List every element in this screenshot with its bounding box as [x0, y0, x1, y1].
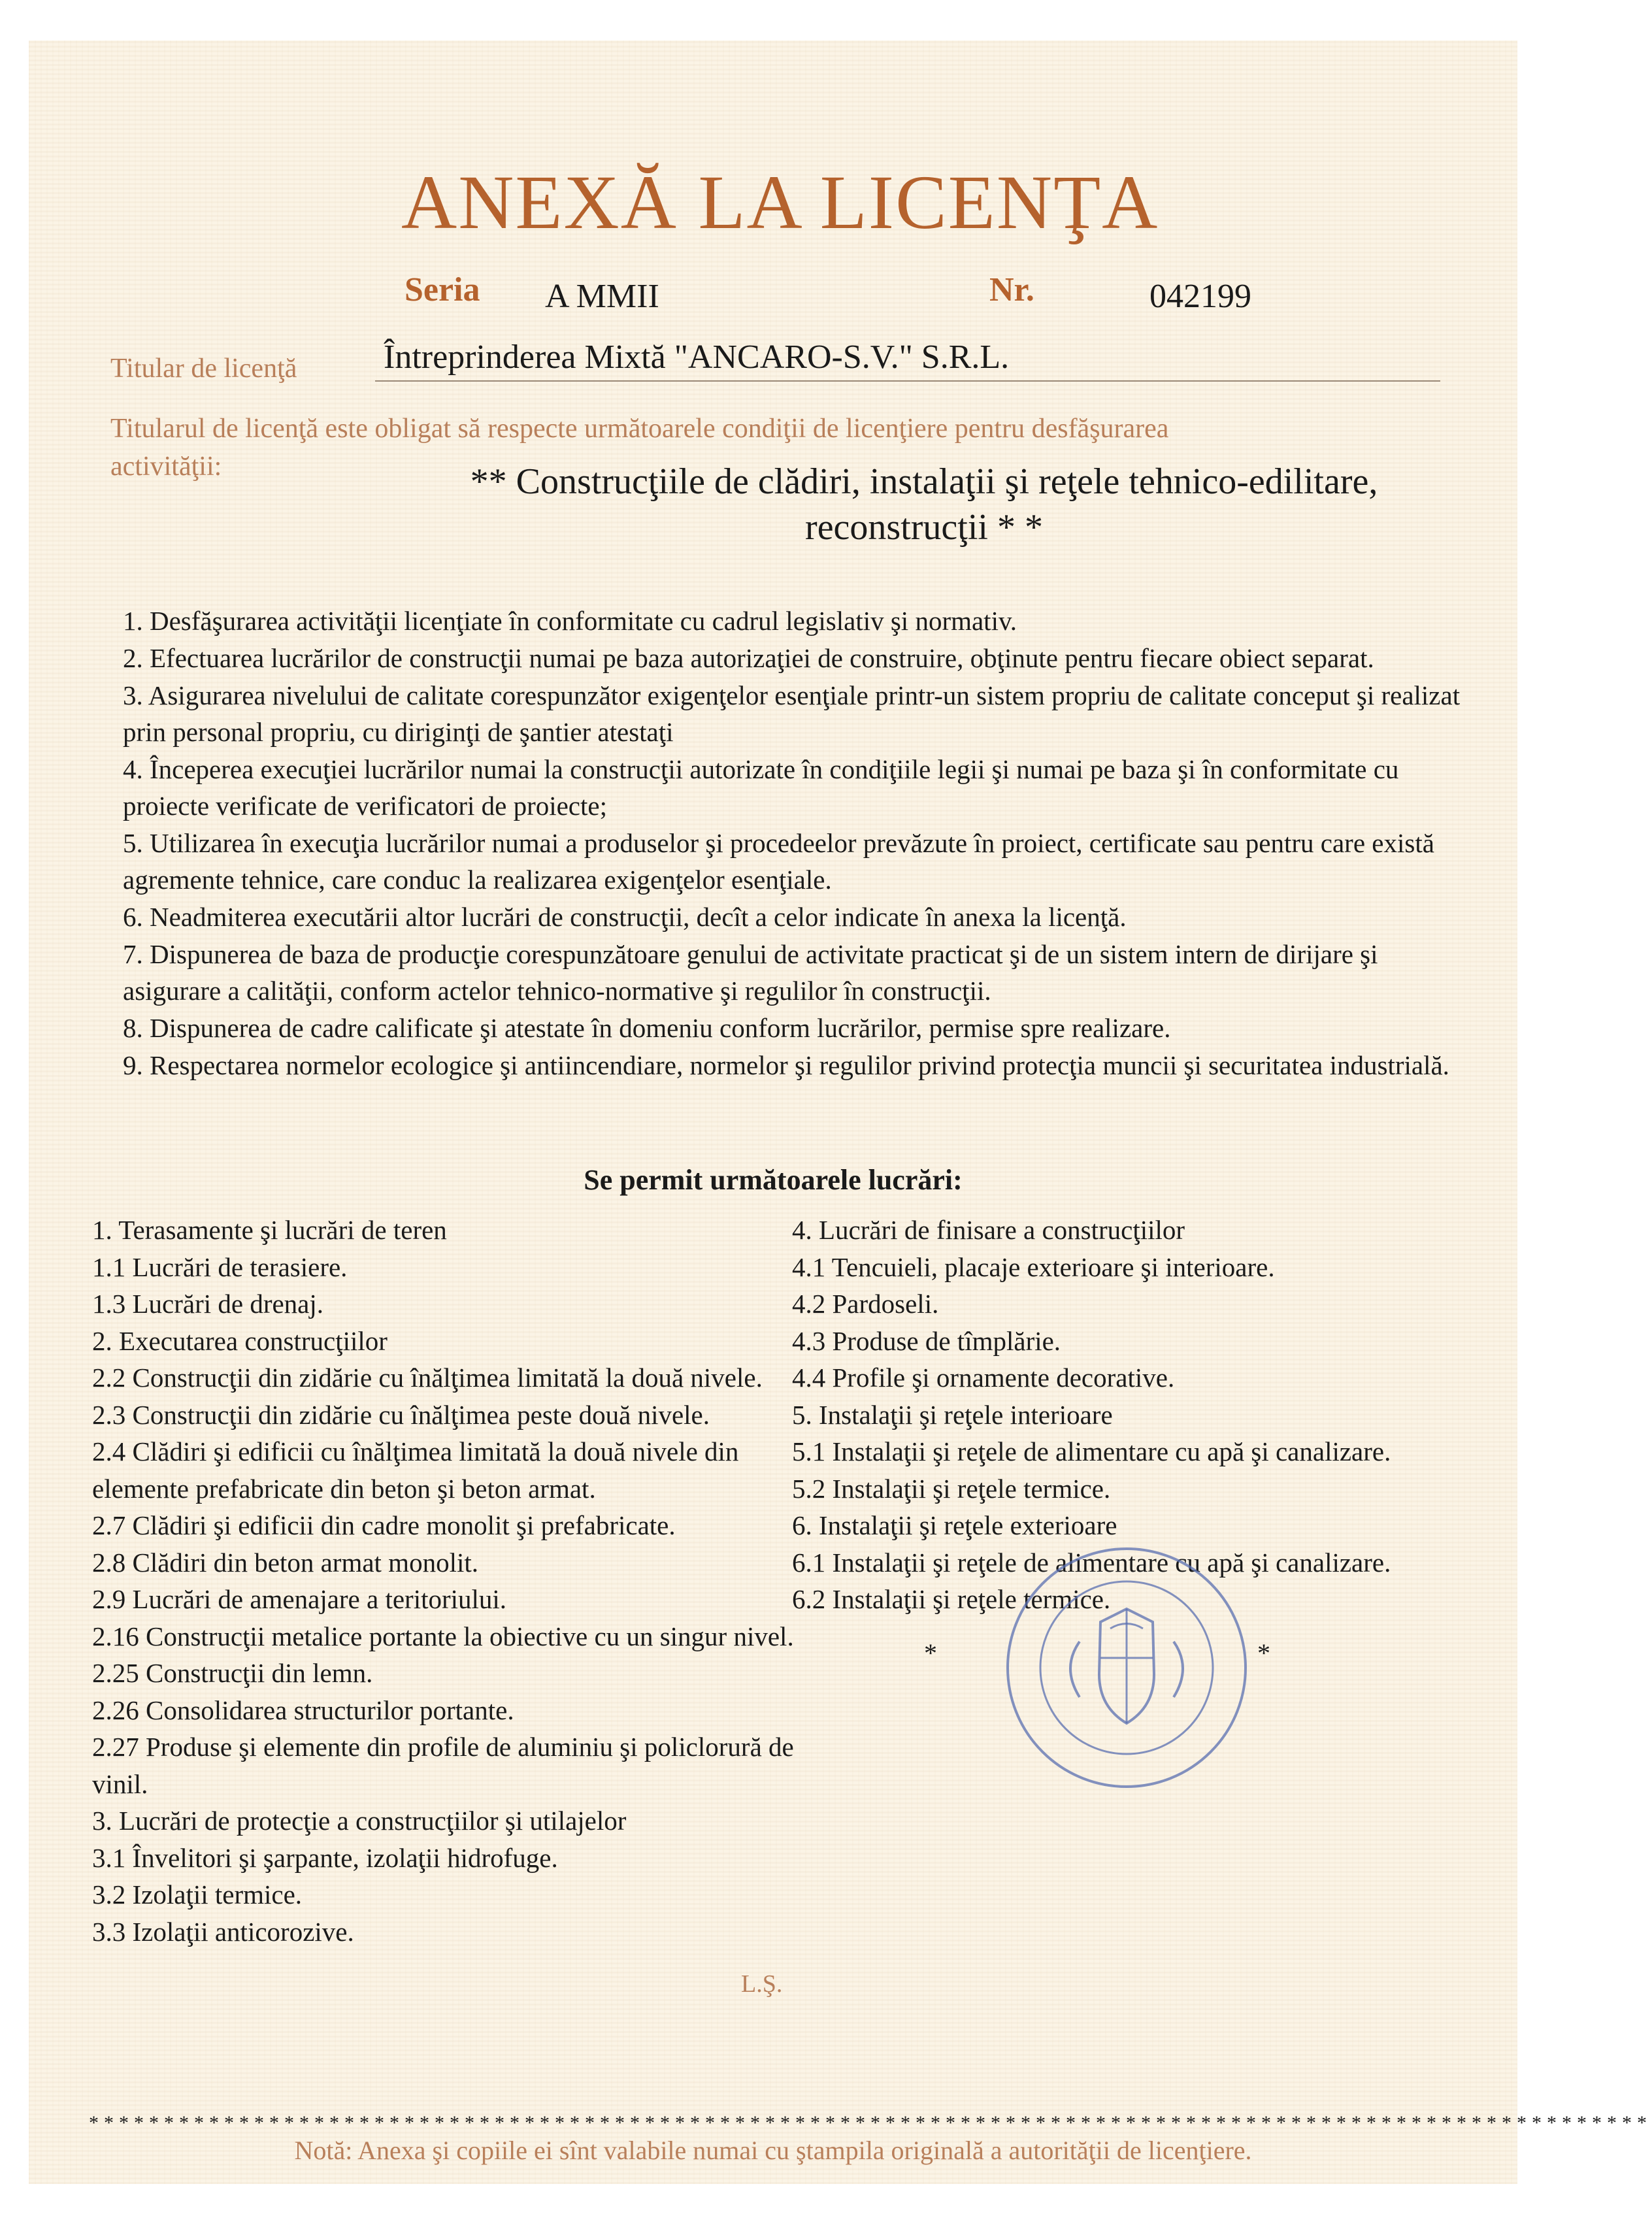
work-item: 3. Lucrări de protecţie a construcţiilor şi utilajelor — [92, 1806, 627, 1836]
work-item: 2.3 Construcţii din zidărie cu înălţimea peste două nivele. — [92, 1399, 710, 1430]
activity-line: reconstrucţii * * — [805, 507, 1043, 548]
holder-label: Titular de licenţă — [110, 354, 297, 384]
seria-label: Seria — [405, 271, 480, 308]
coat-of-arms-seal-icon — [1002, 1544, 1251, 1792]
work-item: 4.1 Tencuieli, placaje exterioare şi interioare. — [792, 1251, 1275, 1282]
work-item: 1. Terasamente şi lucrări de teren — [92, 1215, 447, 1245]
work-item: 2.25 Construcţii din lemn. — [92, 1658, 373, 1688]
work-item: 3.2 Izolaţii termice. — [92, 1879, 303, 1910]
condition-item: 2. Efectuarea lucrărilor de construcţii numai pe baza autorizaţiei de construire, obţinute pentru fiecare obiect separat. — [123, 643, 1374, 673]
work-item: 1.1 Lucrări de terasiere. — [92, 1251, 348, 1282]
seria-value: A MMII — [545, 278, 659, 315]
ls-label: L.Ş. — [741, 1970, 783, 1998]
seal-star-left: * — [924, 1638, 937, 1668]
work-item: 2. Executarea construcţiilor — [92, 1325, 388, 1356]
work-item: 5. Instalaţii şi reţele interioare — [792, 1399, 1113, 1430]
seal-star-right: * — [1257, 1638, 1270, 1668]
condition-item: 7. Dispunerea de baza de producţie corespunzătoare genului de activitate practicat şi de un sistem intern de dirijare şi asigurare a calităţii, conform actelor tehnico-normative şi regulilor în construcţii. — [123, 939, 1378, 1006]
obligation-text: Titularul de licenţă este obligat să respecte următoarele condiţii de licenţiere pentru desfăşurarea — [110, 414, 1169, 444]
official-seal-stamp — [1002, 1544, 1251, 1792]
holder-underline — [375, 380, 1440, 382]
activity-line: ** Construcţiile de clădiri, instalaţii şi reţele tehnico-edilitare, — [470, 461, 1378, 502]
condition-item: 5. Utilizarea în execuţia lucrărilor numai a produselor şi procedeelor prevăzute în proiect, certificate sau pentru care există agremente tehnice, care conduc la realizarea exigenţelor esenţiale. — [123, 828, 1434, 895]
work-item: 4. Lucrări de finisare a construcţiilor — [792, 1215, 1185, 1245]
work-item: 6. Instalaţii şi reţele exterioare — [792, 1510, 1117, 1540]
asterisk-separator: ******************************************************************************************************** — [89, 2112, 1652, 2134]
work-item: 3.1 Învelitori şi şarpante, izolaţii hidrofuge. — [92, 1842, 558, 1873]
work-item: 6.1 Instalaţii şi reţele de alimentare cu apă şi canalizare. — [792, 1547, 1391, 1578]
obligation-text-cont: activităţii: — [110, 452, 222, 482]
work-item: 2.8 Clădiri din beton armat monolit. — [92, 1547, 478, 1578]
activity-description — [395, 459, 1453, 550]
works-list-left — [92, 1212, 798, 1950]
work-item: 2.9 Lucrări de amenajare a teritoriului. — [92, 1584, 507, 1614]
condition-item: 4. Începerea execuţiei lucrărilor numai la construcţii autorizate în condiţiile legii şi numai pe baza şi în conformitate cu proiecte verificate de verificatori de proiecte; — [123, 754, 1399, 821]
work-item: 4.4 Profile şi ornamente decorative. — [792, 1363, 1175, 1393]
holder-value: Întreprinderea Mixtă "ANCARO-S.V." S.R.L. — [384, 339, 1010, 376]
condition-item: 1. Desfăşurarea activităţii licenţiate în conformitate cu cadrul legislativ şi normativ. — [123, 606, 1017, 636]
conditions-list — [123, 603, 1482, 1084]
work-item: 2.16 Construcţii metalice portante la obiective cu un singur nivel. — [92, 1621, 794, 1651]
work-item: 5.1 Instalaţii şi reţele de alimentare cu apă şi canalizare. — [792, 1436, 1391, 1466]
work-item: 3.3 Izolaţii anticorozive. — [92, 1916, 354, 1947]
nr-value: 042199 — [1149, 278, 1251, 315]
footer-note: Notă: Anexa şi copiile ei sînt valabile numai cu ştampila originală a autorităţii de licenţiere. — [294, 2136, 1252, 2165]
work-item: 2.7 Clădiri şi edificii din cadre monolit şi prefabricate. — [92, 1510, 676, 1540]
work-item: 2.2 Construcţii din zidărie cu înălţimea limitată la două nivele. — [92, 1363, 763, 1393]
work-item: 2.26 Consolidarea structurilor portante. — [92, 1695, 514, 1725]
condition-item: 3. Asigurarea nivelului de calitate corespunzător exigenţelor esenţiale printr-un sistem propriu de calitate conceput şi realizat prin personal propriu, cu diriginţi de şantier atestaţi — [123, 680, 1461, 747]
work-item: 2.4 Clădiri şi edificii cu înălţimea limitată la două nivele din elemente prefabricate din beton şi beton armat. — [92, 1436, 739, 1504]
condition-item: 9. Respectarea normelor ecologice şi antiincendiare, normelor şi regulilor privind protecţia muncii şi securitatea industrială. — [123, 1050, 1449, 1080]
condition-item: 6. Neadmiterea executării altor lucrări de construcţii, decît a celor indicate în anexa la licenţă. — [123, 902, 1127, 932]
condition-item: 8. Dispunerea de cadre calificate şi atestate în domeniu conform lucrărilor, permise spre realizare. — [123, 1013, 1171, 1043]
work-item: 5.2 Instalaţii şi reţele termice. — [792, 1473, 1111, 1504]
license-annex-sheet — [29, 41, 1652, 2184]
work-item: 2.27 Produse şi elemente din profile de aluminiu şi policlorură de vinil. — [92, 1732, 794, 1799]
nr-label: Nr. — [989, 271, 1034, 308]
work-item: 4.2 Pardoseli. — [792, 1289, 939, 1319]
work-item: 1.3 Lucrări de drenaj. — [92, 1289, 324, 1319]
page-title: ANEXĂ LA LICENŢA — [401, 159, 1159, 245]
work-item: 4.3 Produse de tîmplărie. — [792, 1325, 1061, 1356]
work-item: 6.2 Instalaţii şi reţele termice. — [792, 1584, 1111, 1614]
works-heading: Se permit următoarele lucrări: — [584, 1164, 963, 1196]
